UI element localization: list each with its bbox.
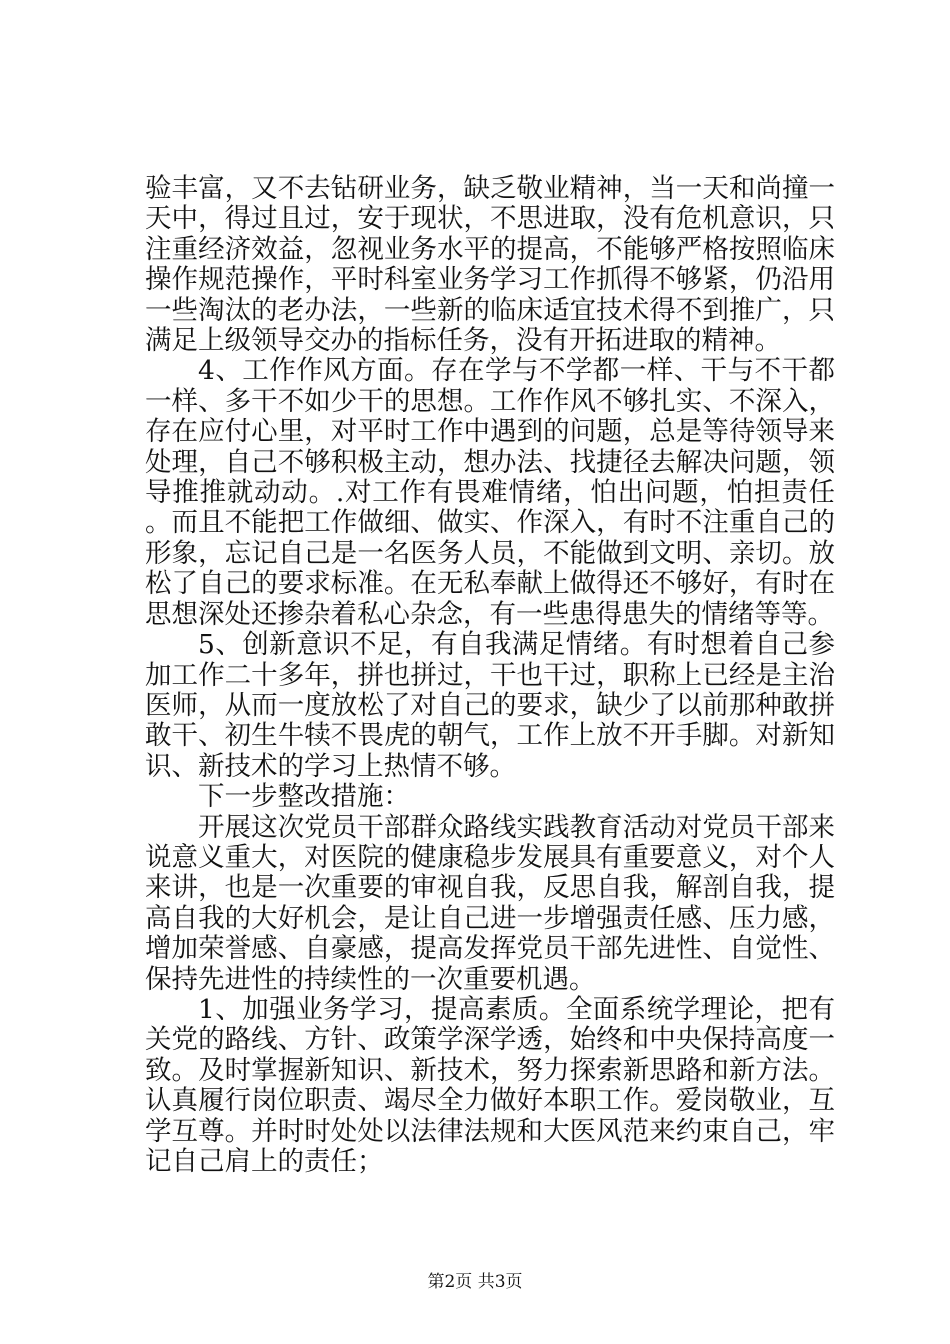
paragraph-innovation: 5、创新意识不足，有自我满足情绪。有时想着自己参加工作二十多年，拼也拼过，干也干过，职称上已经是主治医师，从而一度放松了对自己的要求，缺少了以前那种敢拼敢干、初生牛犊不畏虎的朝气，工作上放不开手脚。对新知识、新技术的学习上热情不够。 [145, 629, 835, 782]
paragraph-activity-significance: 开展这次党员干部群众路线实践教育活动对党员干部来说意义重大，对医院的健康稳步发展具有重要意义，对个人来讲，也是一次重要的审视自我，反思自我，解剖自我，提高自我的大好机会，是让自己进一步增强责任感、压力感，增加荣誉感、自豪感，提高发挥党员干部先进性、自觉性、保持先进性的持续性的一次重要机遇。 [145, 811, 835, 995]
document-body [145, 174, 835, 1177]
page-number-footer: 第2页 共3页 [427, 1272, 523, 1292]
paragraph-measure-1: 1、加强业务学习，提高素质。全面系统学理论，把有关党的路线、方针、政策学深学透，始终和中央保持高度一致。及时掌握新知识、新技术，努力探索新思路和新方法。认真履行岗位职责、竭尽全力做好本职工作。爱岗敬业，互学互尊。并时时处处以法律法规和大医风范来约束自己，牢记自己肩上的责任； [145, 993, 835, 1177]
paragraph-work-style: 4、工作作风方面。存在学与不学都一样、干与不干都一样、多干不如少干的思想。工作作风不够扎实、不深入，存在应付心里，对平时工作中遇到的问题，总是等待领导来处理，自己不够积极主动，想办法、找捷径去解决问题，领导推推就动动。.对工作有畏难情绪，怕出问题，怕担责任。而且不能把工作做细、做实、作深入，有时不注重自己的形象，忘记自己是一名医务人员，不能做到文明、亲切。放松了自己的要求标准。在无私奉献上做得还不够好，有时在思想深处还掺杂着私心杂念，有一些患得患失的情绪等等。 [145, 355, 835, 630]
paragraph-continuation: 验丰富，又不去钻研业务，缺乏敬业精神，当一天和尚撞一天中，得过且过，安于现状，不思进取，没有危机意识，只注重经济效益，忽视业务水平的提高，不能够严格按照临床操作规范操作，平时科室业务学习工作抓得不够紧，仍沿用一些淘汰的老办法，一些新的临床适宜技术得不到推广，只满足上级领导交办的指标任务，没有开拓进取的精神。 [145, 173, 835, 357]
section-heading-next-steps: 下一步整改措施： [198, 781, 410, 813]
